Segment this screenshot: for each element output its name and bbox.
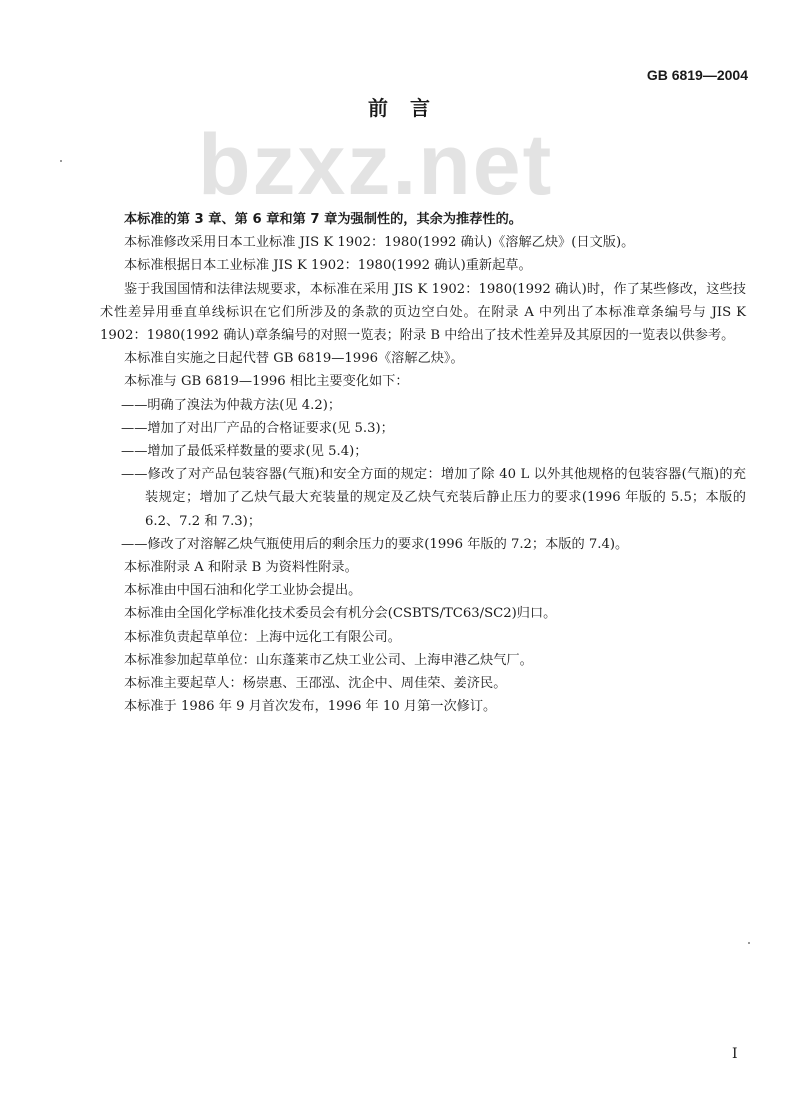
change-item: ——明确了溴法为仲裁方法(见 4.2)； xyxy=(121,397,342,413)
change-item: ——修改了对产品包装容器(气瓶)和安全方面的规定：增加了除 40 L 以外其他规格的包装容器(气瓶)的充装规定；增加了乙炔气最大充装量的规定及乙炔气充装后静止压力的要求(1996 年版的 5.5；本版的 6.2、7.2 和 7.3)； xyxy=(121,467,746,529)
closing-line: 本标准主要起草人：杨崇惠、王邵泓、沈企中、周佳荣、姜济民。 xyxy=(124,676,507,692)
paragraph-mandatory: 本标准的第 3 章、第 6 章和第 7 章为强制性的，其余为推荐性的。 xyxy=(124,212,522,227)
closing-line: 本标准参加起草单位：山东蓬莱市乙炔工业公司、上海申港乙炔气厂。 xyxy=(124,652,533,668)
document-number: GB 6819—2004 xyxy=(646,67,748,83)
change-item: ——增加了对出厂产品的合格证要求(见 5.3)； xyxy=(121,420,394,436)
closing-line: 本标准于 1986 年 9 月首次发布，1996 年 10 月第一次修订。 xyxy=(124,699,497,715)
change-item: ——修改了对溶解乙炔气瓶使用后的剩余压力的要求(1996 年版的 7.2；本版的 7.4)。 xyxy=(121,536,629,552)
paragraph-replaces: 本标准自实施之日起代替 GB 6819—1996《溶解乙炔》。 xyxy=(124,351,464,367)
closing-line: 本标准负责起草单位：上海中远化工有限公司。 xyxy=(124,629,401,645)
page-number: I xyxy=(732,1046,738,1062)
foreword-body xyxy=(100,208,746,718)
paragraph-redraft: 本标准根据日本工业标准 JIS K 1902：1980(1992 确认)重新起草。 xyxy=(124,258,532,274)
page-title: 前言 xyxy=(368,96,452,120)
closing-line: 本标准由全国化学标准化技术委员会有机分会(CSBTS/TC63/SC2)归口。 xyxy=(124,606,557,622)
closing-line: 本标准附录 A 和附录 B 为资料性附录。 xyxy=(124,560,358,576)
change-item: ——增加了最低采样数量的要求(见 5.4)； xyxy=(121,444,368,460)
paragraph-modifications: 鉴于我国国情和法律法规要求，本标准在采用 JIS K 1902：1980(1992 确认)时，作了某些修改，这些技术性差异用垂直单线标识在它们所涉及的条款的页边空白处。在附录 A 中列出了本标准章条编号与 JIS K 1902：1980(1992 确认)章条编号的对照一览表；附录 B 中给出了技术性差异及其原因的一览表以供参考。 xyxy=(100,281,746,344)
closing-line: 本标准由中国石油和化学工业协会提出。 xyxy=(124,583,362,599)
watermark: bzxz.net xyxy=(198,117,554,213)
paragraph-changes-intro: 本标准与 GB 6819—1996 相比主要变化如下： xyxy=(124,374,409,390)
paragraph-adoption: 本标准修改采用日本工业标准 JIS K 1902：1980(1992 确认)《溶解乙炔》(日文版)。 xyxy=(124,235,635,251)
scan-speck xyxy=(748,942,750,944)
scan-speck xyxy=(60,160,62,162)
